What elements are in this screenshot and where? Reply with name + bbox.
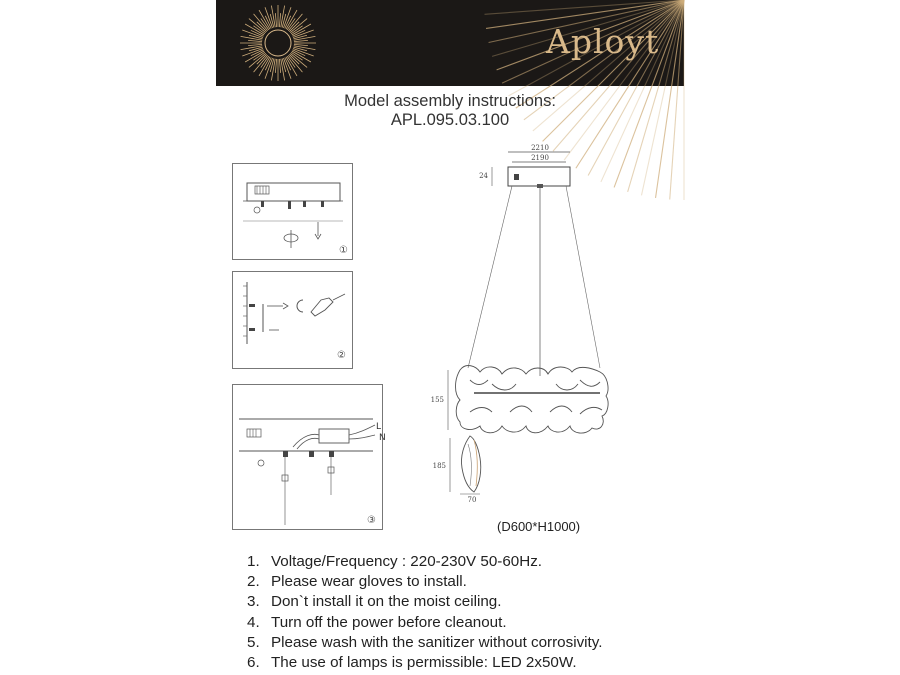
brand-name: Aployt xyxy=(546,22,660,61)
step-1-diagram xyxy=(232,163,353,260)
instruction-item xyxy=(247,592,602,612)
instruction-text: Don`t install it on the moist ceiling. xyxy=(271,593,502,611)
dimension-crystal-width: 70 xyxy=(467,496,477,504)
instruction-item xyxy=(247,572,602,592)
step-1-number: ① xyxy=(339,245,348,256)
instruction-number: 4. xyxy=(247,613,260,631)
dimension-ring-height: 155 xyxy=(430,396,444,404)
instruction-item xyxy=(247,552,602,572)
instruction-text: Please wear gloves to install. xyxy=(271,573,467,591)
overall-dimensions: (D600*H1000) xyxy=(497,519,581,534)
instruction-text: Voltage/Frequency : 220-230V 50-60Hz. xyxy=(271,553,543,570)
wire-label-l: L xyxy=(376,422,382,432)
model-number: APL.095.03.100 xyxy=(390,111,510,129)
step-3-drawing xyxy=(233,385,384,531)
step-3-diagram xyxy=(232,384,386,530)
step-3-number: ③ xyxy=(367,515,376,526)
instruction-number: 5. xyxy=(247,633,260,651)
dimension-crystal-height: 185 xyxy=(432,462,446,470)
step-2-drawing xyxy=(233,272,354,370)
step-1-drawing xyxy=(233,164,354,261)
step-2-number: ② xyxy=(337,350,346,361)
instruction-number: 2. xyxy=(247,573,260,591)
instruction-text: Please wash with the sanitizer without corrosivity. xyxy=(271,633,603,651)
instruction-text: The use of lamps is permissible: LED 2x50W. xyxy=(271,654,577,672)
dimension-inner-width: 2190 xyxy=(531,154,549,162)
dimension-canopy-height: 24 xyxy=(479,172,488,180)
instruction-text: Turn off the power before cleanout. xyxy=(271,613,507,631)
instruction-number: 3. xyxy=(247,593,260,611)
chandelier-dimension-drawing xyxy=(430,140,630,505)
instruction-item xyxy=(247,633,602,653)
instruction-number: 6. xyxy=(247,654,260,672)
wire-label-n: N xyxy=(379,433,386,443)
instruction-number: 1. xyxy=(247,553,260,570)
dimension-outer-width: 2210 xyxy=(531,144,549,152)
brand-banner xyxy=(216,0,684,86)
instruction-item xyxy=(247,613,602,633)
step-2-diagram xyxy=(232,271,353,369)
instruction-item xyxy=(247,653,602,673)
instructions-list xyxy=(247,552,602,673)
document-title: Model assembly instructions: xyxy=(344,92,556,110)
